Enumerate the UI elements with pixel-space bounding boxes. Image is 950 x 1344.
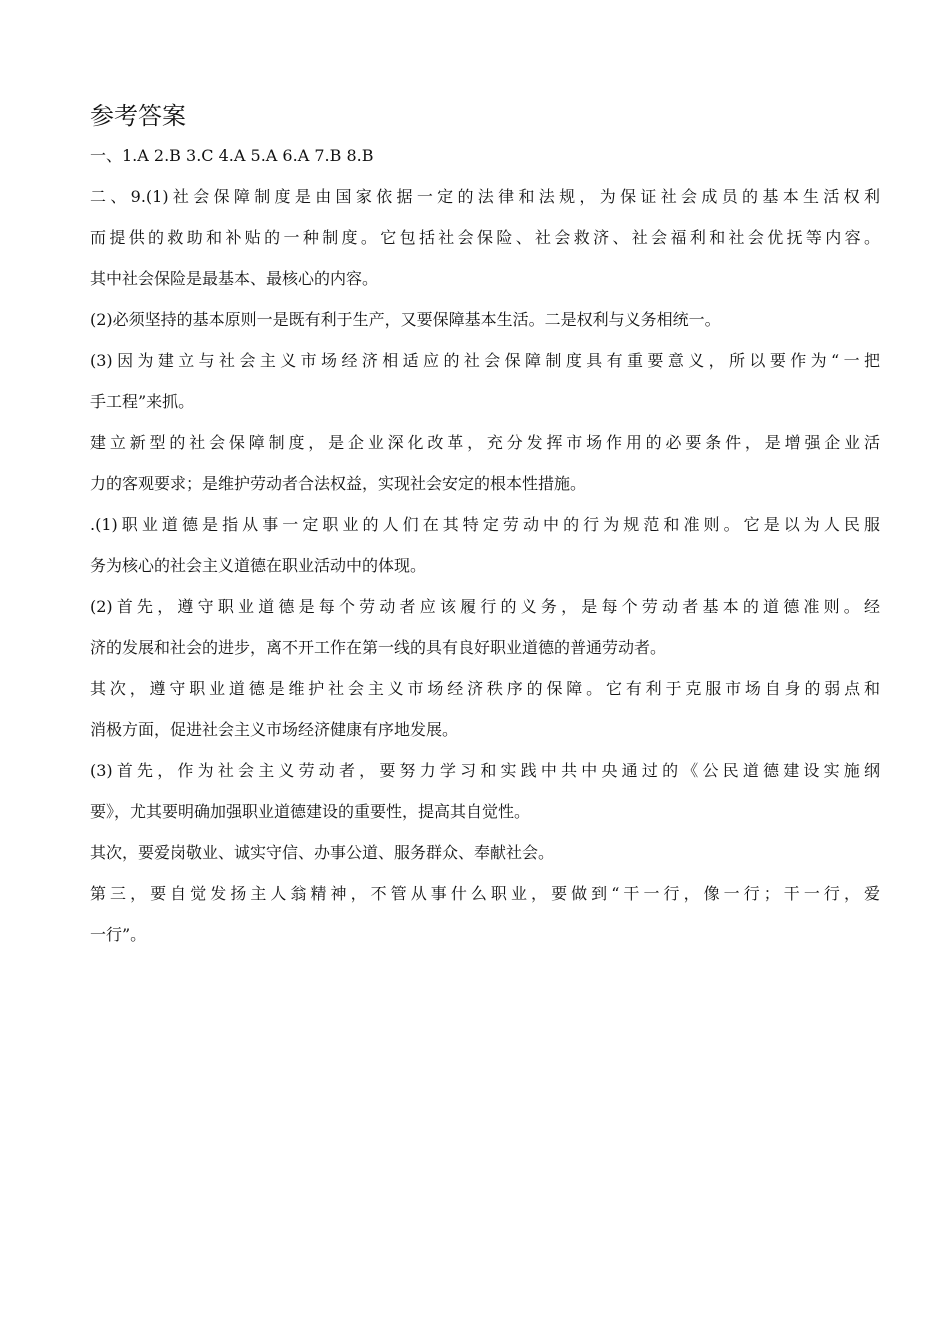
answer-paragraph xyxy=(90,873,880,955)
paragraph-line: 第三，要自觉发扬主人翁精神，不管从事什么职业，要做到“干一行，像一行；干一行，爱 xyxy=(90,884,880,903)
paragraph-line: 力的客观要求；是维护劳动者合法权益，实现社会安定的根本性措施。 xyxy=(90,474,587,493)
paragraph-line: (3)首先，作为社会主义劳动者，要努力学习和实践中共中央通过的《公民道德建设实施纲 xyxy=(90,761,880,780)
document-page xyxy=(90,96,880,955)
answer-paragraph xyxy=(90,176,880,299)
paragraph-line: 二、9.(1)社会保障制度是由国家依据一定的法律和法规，为保证社会成员的基本生活权利 xyxy=(90,187,880,206)
answer-paragraph xyxy=(90,750,880,832)
answer-paragraph xyxy=(90,504,880,586)
paragraph-line: .(1)职业道德是指从事一定职业的人们在其特定劳动中的行为规范和准则。它是以为人民服 xyxy=(90,515,880,534)
answer-paragraph xyxy=(90,832,880,873)
answer-paragraph xyxy=(90,586,880,668)
paragraph-line: (2)首先，遵守职业道德是每个劳动者应该履行的义务，是每个劳动者基本的道德准则。经 xyxy=(90,597,880,616)
answer-paragraph xyxy=(90,340,880,422)
paragraph-line: 要》，尤其要明确加强职业道德建设的重要性，提高其自觉性。 xyxy=(90,802,531,821)
paragraph-line: (3)因为建立与社会主义市场经济相适应的社会保障制度具有重要意义，所以要作为“一把 xyxy=(90,351,880,370)
answer-paragraph xyxy=(90,668,880,750)
paragraph-line: 其次，遵守职业道德是维护社会主义市场经济秩序的保障。它有利于克服市场自身的弱点和 xyxy=(90,679,880,698)
answer-body xyxy=(90,176,880,955)
page-title: 参考答案 xyxy=(90,102,186,130)
paragraph-line: 济的发展和社会的进步，离不开工作在第一线的具有良好职业道德的普通劳动者。 xyxy=(90,638,667,657)
choice-answers: 一、1.A 2.B 3.C 4.A 5.A 6.A 7.B 8.B xyxy=(90,146,374,165)
answer-paragraph xyxy=(90,299,880,340)
paragraph-line: 消极方面，促进社会主义市场经济健康有序地发展。 xyxy=(90,720,459,739)
paragraph-line: 务为核心的社会主义道德在职业活动中的体现。 xyxy=(90,556,427,575)
paragraph-line: (2)必须坚持的基本原则一是既有利于生产，又要保障基本生活。二是权利与义务相统一。 xyxy=(90,310,721,329)
answer-paragraph xyxy=(90,422,880,504)
paragraph-line: 其次，要爱岗敬业、诚实守信、办事公道、服务群众、奉献社会。 xyxy=(90,843,555,862)
paragraph-line: 建立新型的社会保障制度，是企业深化改革，充分发挥市场作用的必要条件，是增强企业活 xyxy=(90,433,880,452)
paragraph-line: 而提供的救助和补贴的一种制度。它包括社会保险、社会救济、社会福利和社会优抚等内容。 xyxy=(90,228,880,247)
paragraph-line: 一行”。 xyxy=(90,925,147,944)
paragraph-line: 其中社会保险是最基本、最核心的内容。 xyxy=(90,269,379,288)
paragraph-line: 手工程”来抓。 xyxy=(90,392,195,411)
